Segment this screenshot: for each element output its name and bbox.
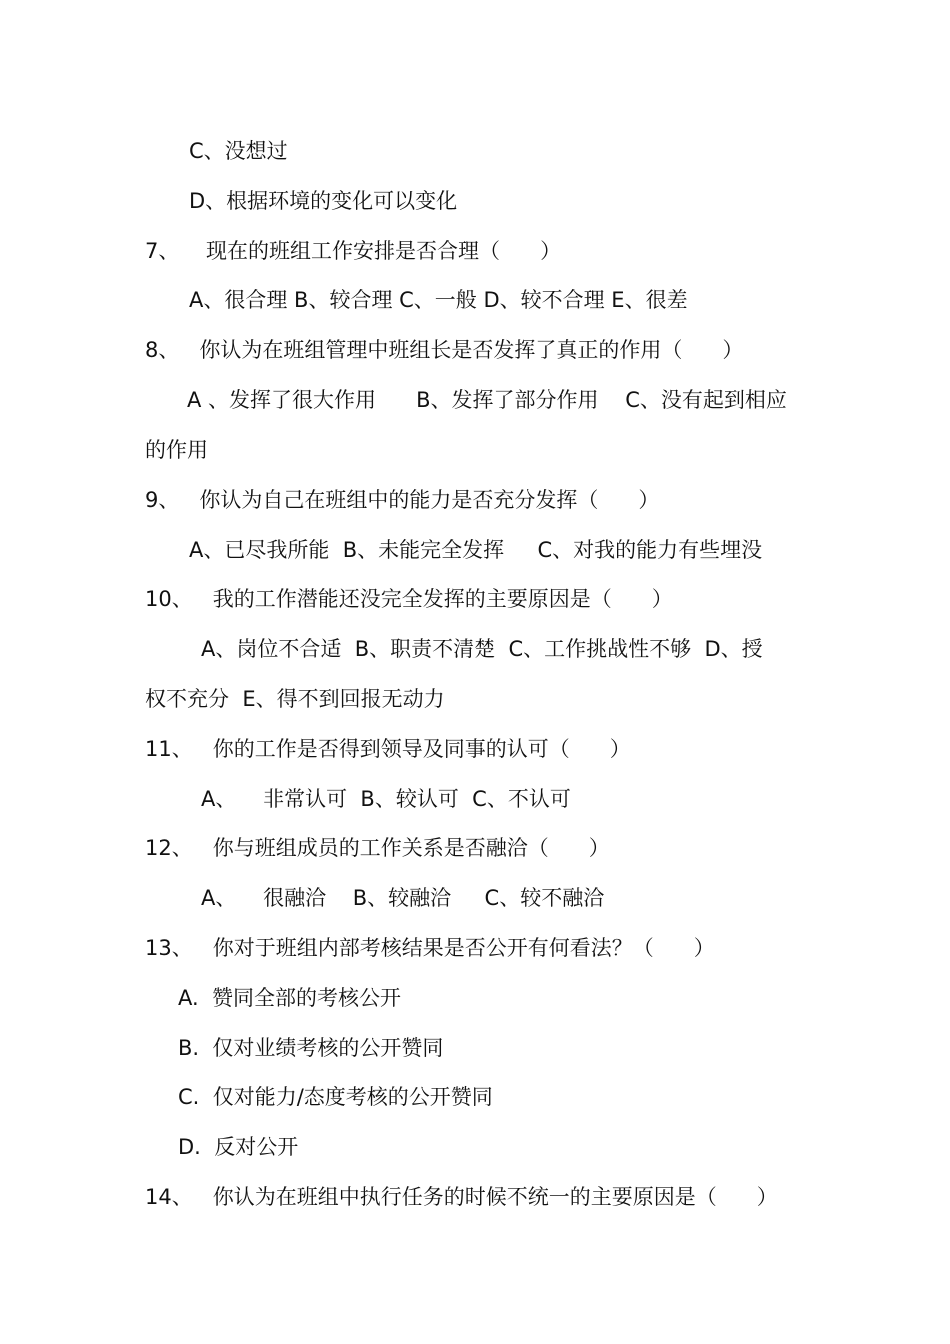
question-14: 14、 你认为在班组中执行任务的时候不统一的主要原因是（ ） <box>145 1185 778 1209</box>
question-11-options: A、 非常认可 B、较认可 C、不认可 <box>201 787 571 811</box>
question-10-options-cont: 权不充分 E、得不到回报无动力 <box>145 687 445 711</box>
option-d-line: D、根据环境的变化可以变化 <box>189 189 458 213</box>
question-7: 7、 现在的班组工作安排是否合理（ ） <box>145 239 562 263</box>
question-9: 9、 你认为自己在班组中的能力是否充分发挥（ ） <box>145 488 660 512</box>
question-13: 13、 你对于班组内部考核结果是否公开有何看法？（ ） <box>145 936 715 960</box>
question-11: 11、 你的工作是否得到领导及同事的认可（ ） <box>145 737 631 761</box>
question-7-options: A、很合理 B、较合理 C、一般 D、较不合理 E、很差 <box>189 288 688 312</box>
question-10: 10、 我的工作潜能还没完全发挥的主要原因是（ ） <box>145 587 673 611</box>
question-13-option-b: B. 仅对业绩考核的公开赞同 <box>178 1036 444 1060</box>
question-8: 8、 你认为在班组管理中班组长是否发挥了真正的作用（ ） <box>145 338 744 362</box>
question-9-options: A、已尽我所能 B、未能完全发挥 C、对我的能力有些埋没 <box>189 538 763 562</box>
question-13-option-a: A. 赞同全部的考核公开 <box>178 986 402 1010</box>
question-13-option-c: C. 仅对能力/态度考核的公开赞同 <box>178 1085 493 1109</box>
question-13-option-d: D. 反对公开 <box>178 1135 299 1159</box>
question-12: 12、 你与班组成员的工作关系是否融洽（ ） <box>145 836 610 860</box>
question-8-options-cont: 的作用 <box>145 438 208 462</box>
question-8-options: A 、发挥了很大作用 B、发挥了部分作用 C、没有起到相应 <box>187 388 787 412</box>
option-c-line: C、没想过 <box>189 139 288 163</box>
question-12-options: A、 很融洽 B、较融洽 C、较不融洽 <box>201 886 605 910</box>
question-10-options: A、岗位不合适 B、职责不清楚 C、工作挑战性不够 D、授 <box>201 637 763 661</box>
